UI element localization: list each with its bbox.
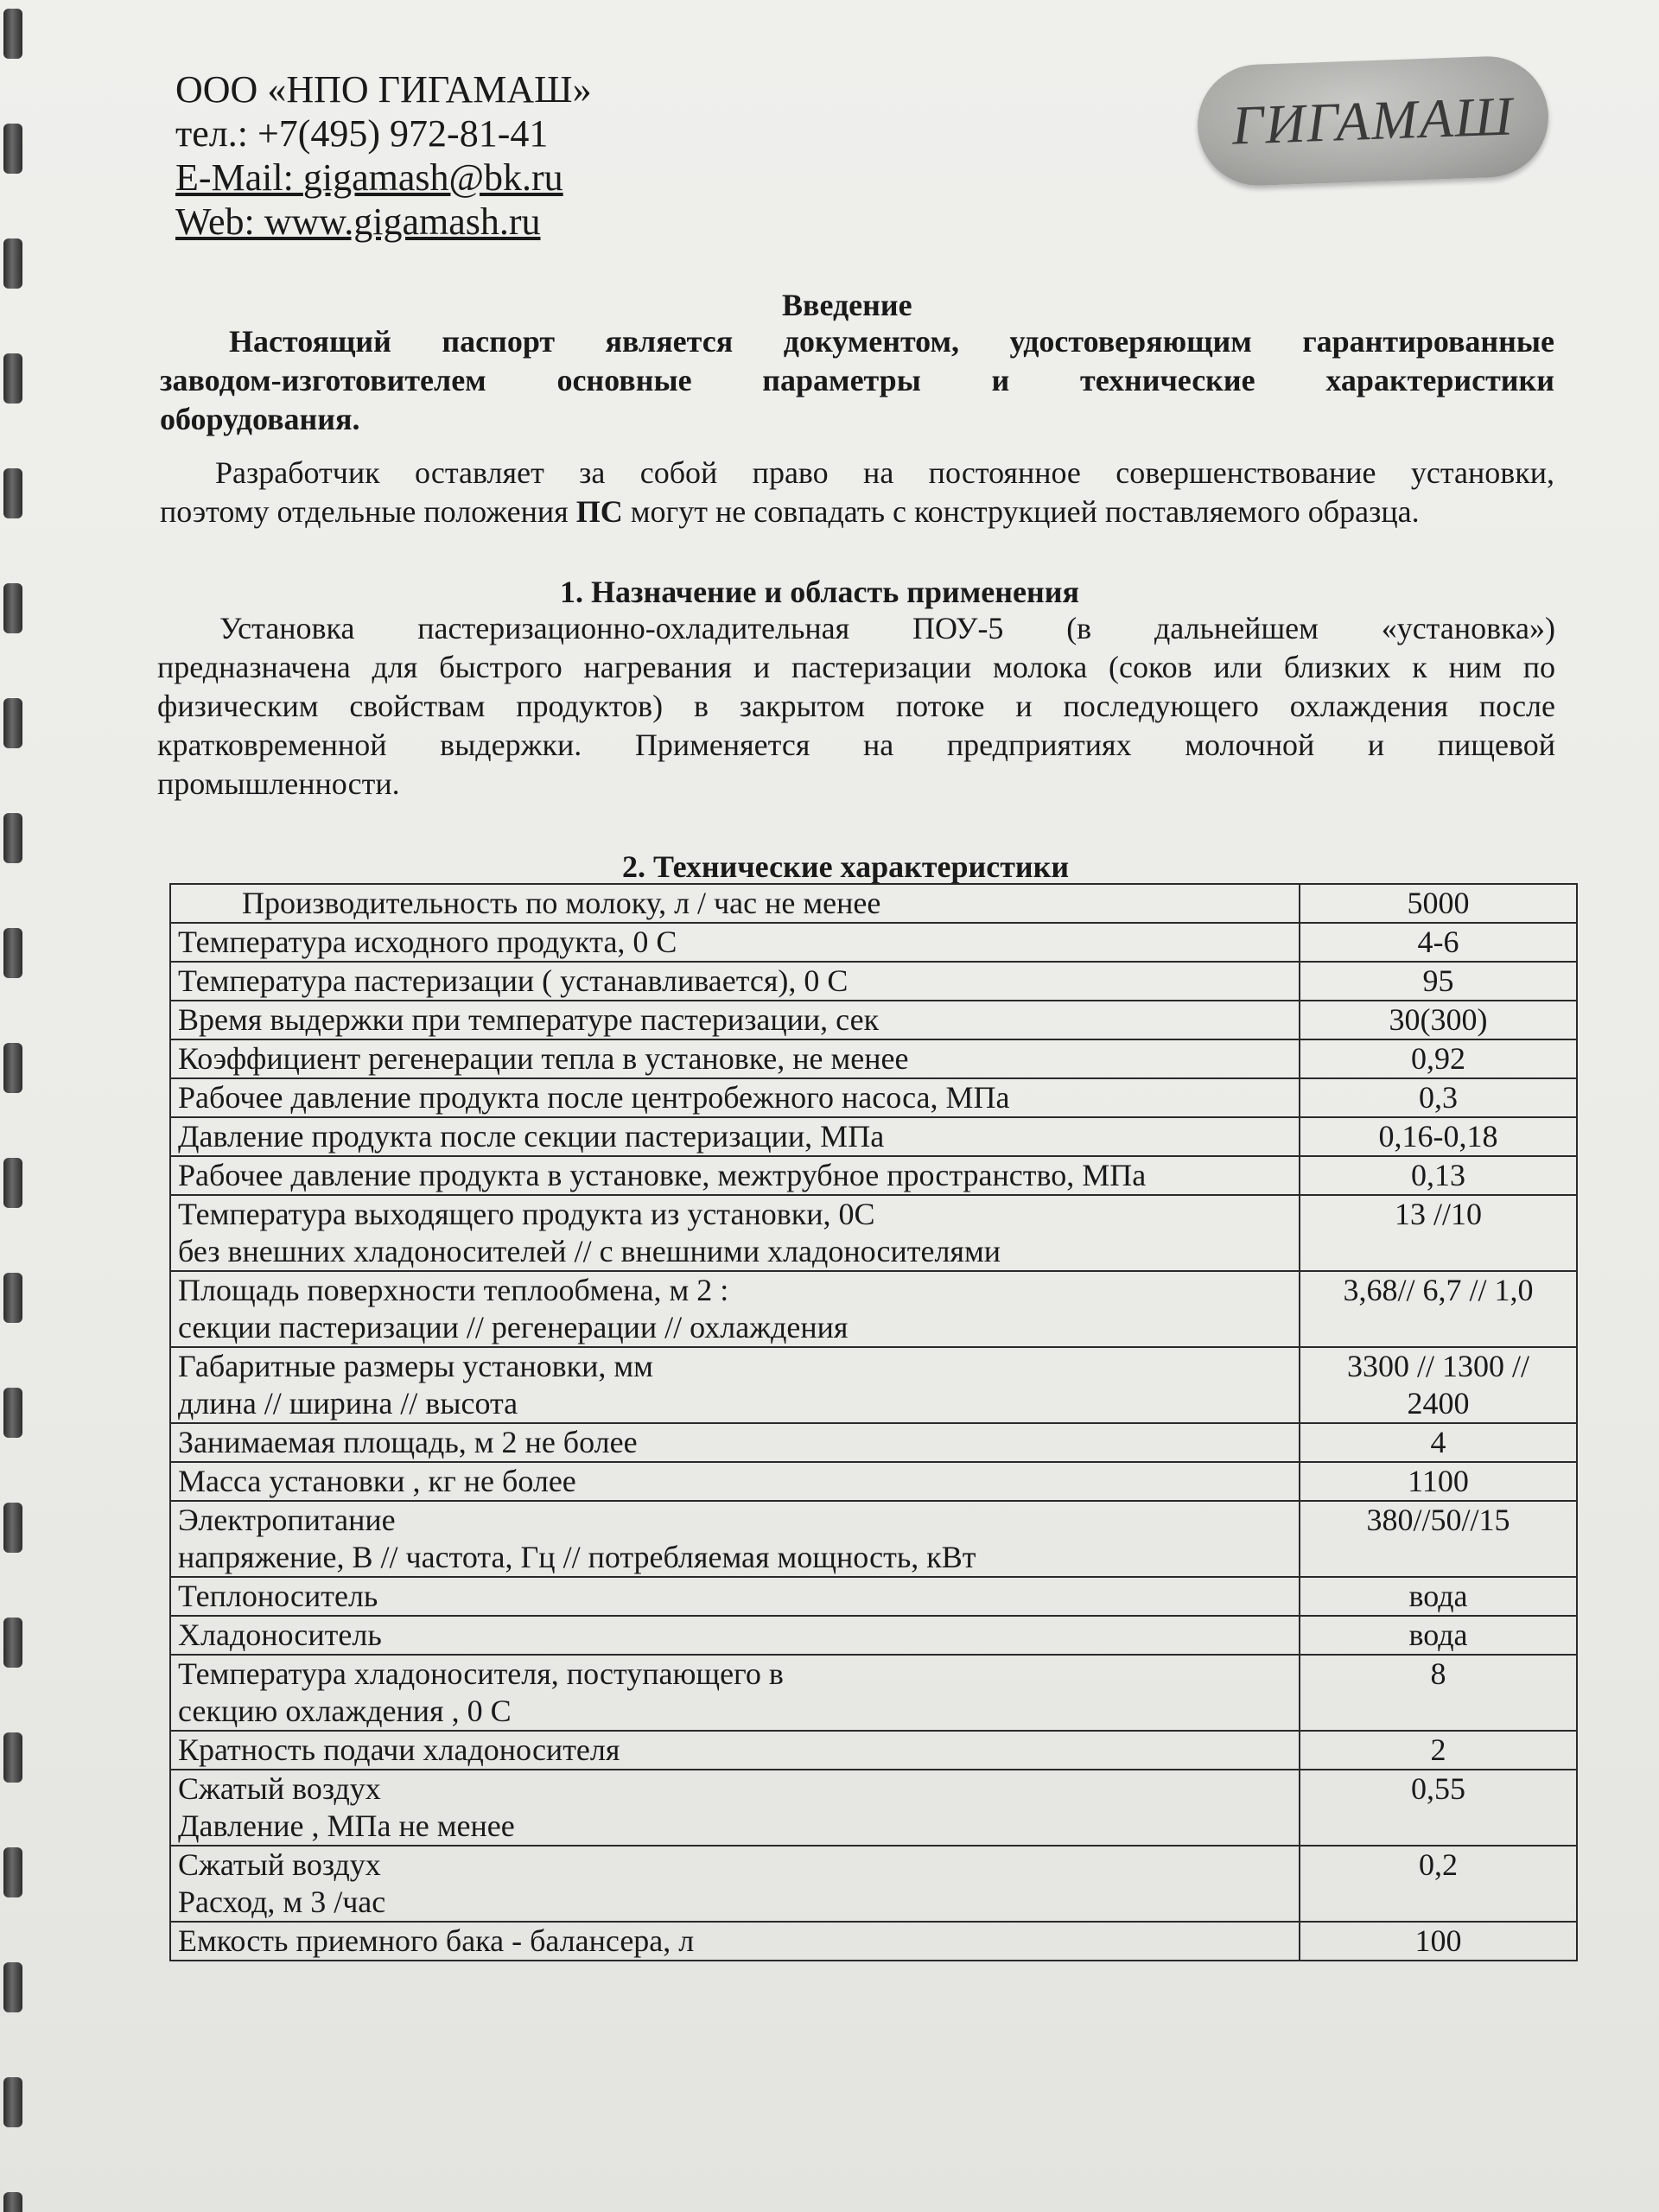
param-text: длина // ширина // высота [178,1386,518,1421]
value-text: 0,3 [1419,1080,1458,1115]
section1-title: 1. Назначение и область применения [560,575,1079,609]
table-row [170,923,1577,962]
table-row [170,1846,1577,1922]
value-cell [1300,1039,1577,1078]
param-text: Температура выходящего продукта из установки, 0С [178,1197,875,1231]
value-cell [1300,1156,1577,1195]
table-row [170,1423,1577,1462]
param-text: секции пастеризации // регенерации // охлаждения [178,1310,849,1344]
value-text: 0,92 [1411,1041,1465,1076]
section1-line: предназначена для быстрого нагревания и пастеризации молока (соков или близких к ним по [157,650,1555,684]
table-row [170,1922,1577,1961]
param-cell [170,1655,1300,1731]
section1-line: промышленности. [157,766,400,801]
value-text: вода [1408,1579,1468,1613]
table-row [170,1770,1577,1846]
value-text: 1100 [1408,1464,1469,1498]
param-text: Площадь поверхности теплообмена, м 2 : [178,1273,729,1307]
company-name: ООО «НПО ГИГАМАШ» [175,68,592,111]
param-text: Занимаемая площадь, м 2 не более [178,1425,638,1459]
table-row [170,1616,1577,1655]
value-text: 13 //10 [1395,1197,1483,1231]
intro-text: поэтому отдельные положения [160,494,576,529]
intro-title: Введение [782,288,912,322]
value-cell [1300,1846,1577,1922]
param-cell [170,1039,1300,1078]
param-cell [170,962,1300,1001]
binding-ring [3,1158,22,1208]
table-row [170,1078,1577,1117]
value-text: 2 [1430,1732,1446,1767]
table-row [170,1156,1577,1195]
value-cell [1300,1501,1577,1577]
param-text: Электропитание [178,1503,396,1537]
value-text: 95 [1422,963,1454,998]
param-text: без внешних хладоносителей // с внешними хладоносителями [178,1234,1001,1268]
value-cell [1300,1195,1577,1271]
value-text: вода [1408,1618,1468,1652]
company-website[interactable]: Web: www.gigamash.ru [175,200,541,243]
binding-ring [3,353,22,404]
value-text: 380//50//15 [1366,1503,1510,1537]
table-row [170,1655,1577,1731]
value-cell [1300,1770,1577,1846]
table-row [170,1271,1577,1347]
param-text: Хладоноситель [178,1618,382,1652]
param-cell [170,884,1300,923]
param-text: Давление , МПа не менее [178,1808,515,1843]
intro-paragraph [160,454,1554,531]
intro-line: Разработчик оставляет за собой право на постоянное совершенствование установки, [215,455,1554,490]
value-text: 30(300) [1389,1002,1488,1037]
param-cell [170,1078,1300,1117]
param-cell [170,1616,1300,1655]
value-cell [1300,1423,1577,1462]
company-phone: тел.: +7(495) 972-81-41 [175,112,549,155]
table-row [170,1731,1577,1770]
binding-ring [3,2077,22,2127]
intro-bold-line: Настоящий паспорт является документом, удостоверяющим гарантированные [229,324,1554,359]
param-text: Сжатый воздух [178,1847,381,1882]
value-text: 100 [1414,1923,1462,1958]
binding-ring [3,238,22,289]
section1-line: физическим свойствам продуктов) в закрытом потоке и последующего охлаждения после [157,689,1555,723]
binding-ring [3,468,22,518]
binding-ring [3,1732,22,1783]
param-text: Коэффициент регенерации тепла в установке, не менее [178,1041,909,1076]
email-label: E-Mail: [175,156,303,199]
param-cell [170,1001,1300,1039]
value-text: 8 [1430,1656,1446,1691]
param-text: Время выдержки при температуре пастеризации, сек [178,1002,880,1037]
spiral-binding [0,0,33,2212]
param-text: Сжатый воздух [178,1771,381,1806]
table-row [170,1001,1577,1039]
value-text: 2400 [1407,1386,1470,1421]
section1-line: Установка пастеризационно-охладительная ПОУ-5 (в дальнейшем «установка») [219,611,1555,645]
binding-ring [3,1503,22,1553]
param-cell [170,1156,1300,1195]
param-text: Давление продукта после секции пастеризации, МПа [178,1119,885,1154]
table-row [170,1039,1577,1078]
logo-text: ГИГАМАШ [1230,85,1516,156]
param-text: Рабочее давление продукта после центробежного насоса, МПа [178,1080,1010,1115]
value-cell [1300,884,1577,923]
param-text: Температура хладоносителя, поступающего в [178,1656,784,1691]
value-cell [1300,1731,1577,1770]
binding-ring [3,928,22,978]
param-cell [170,923,1300,962]
binding-ring [3,9,22,59]
intro-bold-paragraph [160,322,1554,439]
value-cell [1300,1271,1577,1347]
binding-ring [3,583,22,633]
binding-ring [3,1847,22,1897]
binding-ring [3,1273,22,1323]
param-text: Рабочее давление продукта в установке, межтрубное пространство, МПа [178,1158,1147,1192]
param-text: напряжение, В // частота, Гц // потребляемая мощность, кВт [178,1540,976,1574]
binding-ring [3,813,22,863]
param-text: Масса установки , кг не более [178,1464,576,1498]
binding-ring [3,1043,22,1093]
value-text: 4 [1430,1425,1446,1459]
specs-table [169,883,1578,1961]
param-cell [170,1271,1300,1347]
binding-ring [3,698,22,748]
param-cell [170,1577,1300,1616]
value-text: 0,13 [1411,1158,1465,1192]
param-cell [170,1117,1300,1156]
value-cell [1300,1922,1577,1961]
param-cell [170,1462,1300,1501]
value-text: 0,2 [1419,1847,1458,1882]
param-text: Температура исходного продукта, 0 С [178,925,677,959]
table-row [170,1117,1577,1156]
table-row [170,1577,1577,1616]
value-text: 3300 // 1300 // [1347,1349,1530,1383]
value-cell [1300,1655,1577,1731]
param-text: Емкость приемного бака - балансера, л [178,1923,695,1958]
param-text: Габаритные размеры установки, мм [178,1349,653,1383]
param-text: Производительность по молоку, л / час не менее [242,886,881,920]
section1-paragraph [157,609,1555,804]
table-row [170,1501,1577,1577]
value-text: 3,68// 6,7 // 1,0 [1343,1273,1534,1307]
value-cell [1300,1078,1577,1117]
value-text: 4-6 [1417,925,1459,959]
table-row [170,1347,1577,1423]
company-logo [1196,54,1551,188]
company-header [175,67,592,244]
table-row [170,884,1577,923]
value-text: 0,16-0,18 [1378,1119,1498,1154]
param-cell [170,1195,1300,1271]
table-row [170,1195,1577,1271]
binding-ring [3,1962,22,2012]
value-cell [1300,962,1577,1001]
value-cell [1300,1616,1577,1655]
value-cell [1300,923,1577,962]
param-cell [170,1846,1300,1922]
param-text: Расход, м 3 /час [178,1885,386,1919]
param-cell [170,1770,1300,1846]
param-cell [170,1347,1300,1423]
binding-ring [3,1618,22,1668]
value-text: 5000 [1407,886,1470,920]
table-row [170,1462,1577,1501]
param-text: секцию охлаждения , 0 С [178,1694,512,1728]
section2-title: 2. Технические характеристики [622,849,1070,884]
intro-bold-line: заводом-изготовителем основные параметры и технические характеристики [160,363,1554,397]
param-text: Температура пастеризации ( устанавливается), 0 С [178,963,849,998]
value-cell [1300,1462,1577,1501]
value-text: 0,55 [1411,1771,1465,1806]
binding-ring [3,2192,22,2212]
param-cell [170,1922,1300,1961]
binding-ring [3,124,22,174]
email-link[interactable]: gigamash@bk.ru [302,156,563,199]
value-cell [1300,1347,1577,1423]
value-cell [1300,1001,1577,1039]
section1-line: кратковременной выдержки. Применяется на предприятиях молочной и пищевой [157,728,1555,762]
value-cell [1300,1117,1577,1156]
company-email-line [175,156,592,200]
param-text: Теплоноситель [178,1579,378,1613]
param-cell [170,1731,1300,1770]
intro-bold-abbrev: ПС [575,494,623,529]
param-text: Кратность подачи хладоносителя [178,1732,620,1767]
intro-bold-line: оборудования. [160,402,360,436]
value-cell [1300,1577,1577,1616]
table-row [170,962,1577,1001]
intro-text: могут не совпадать с конструкцией поставляемого образца. [622,494,1420,529]
param-cell [170,1423,1300,1462]
intro-line-2 [160,493,1554,531]
param-cell [170,1501,1300,1577]
binding-ring [3,1388,22,1438]
